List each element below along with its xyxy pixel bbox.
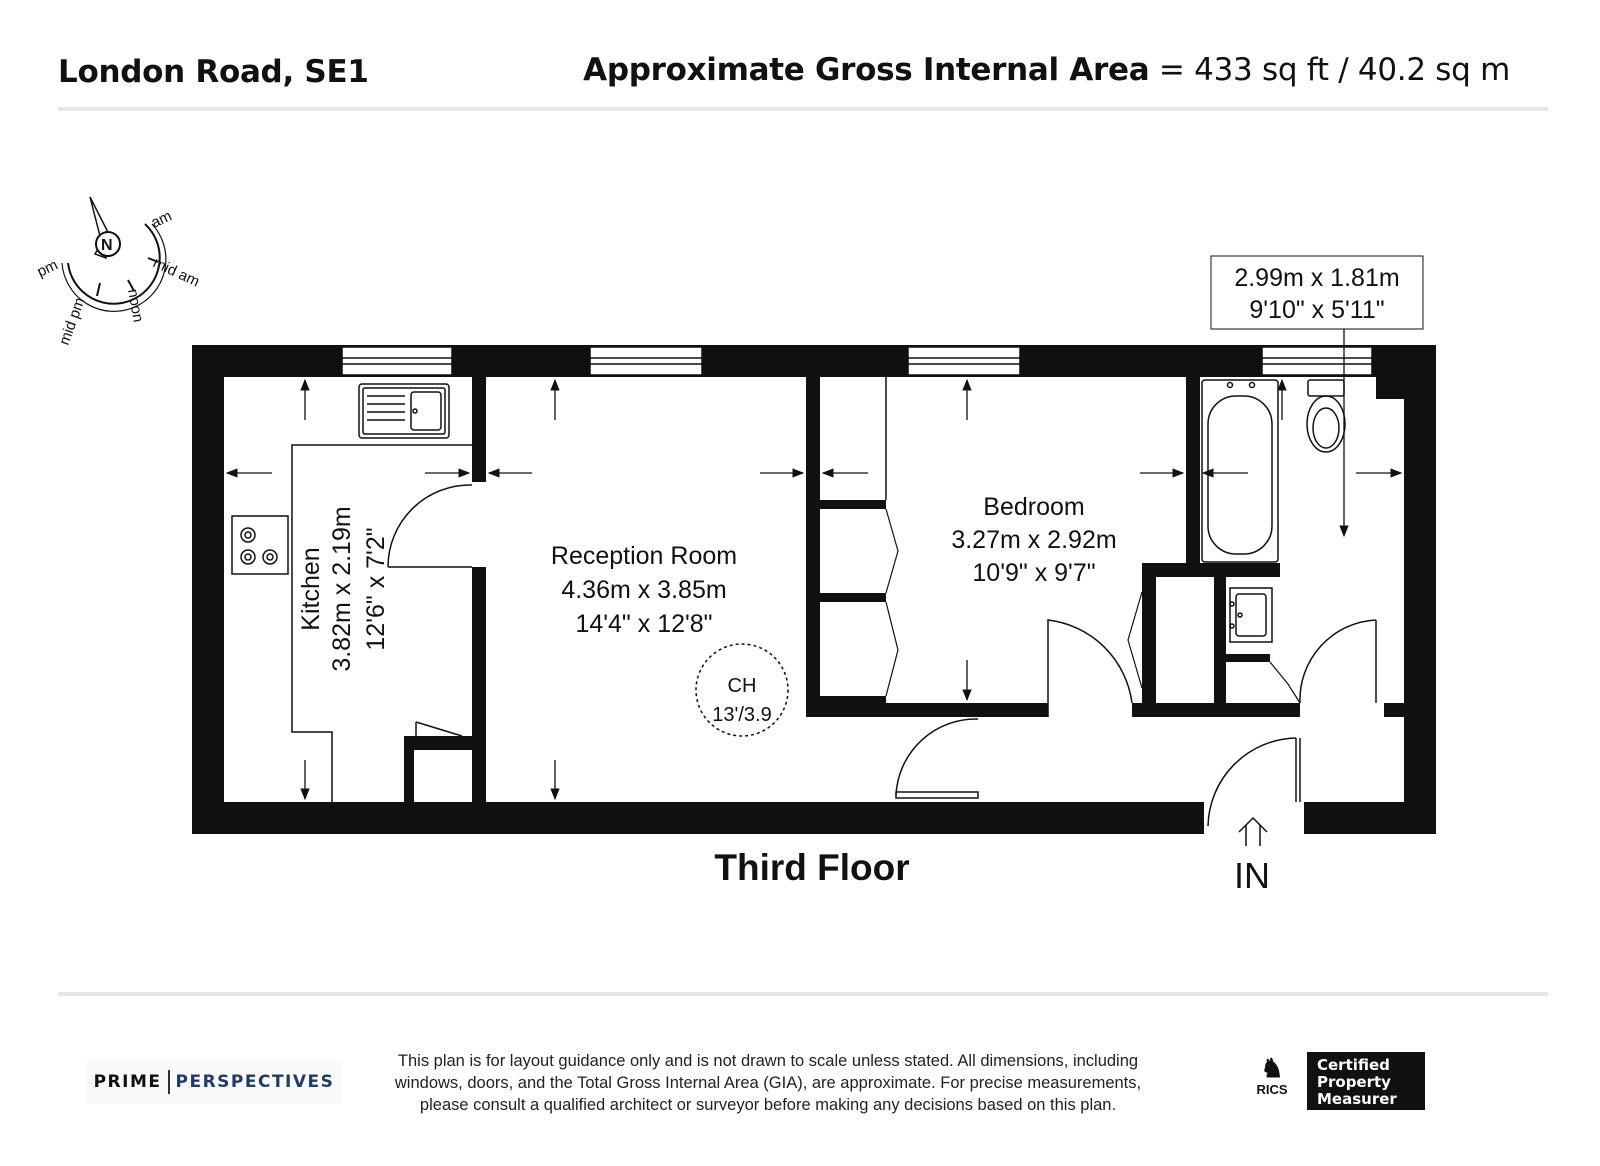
compass-noon: noon — [124, 287, 147, 324]
reception-imperial: 14'4" x 12'8" — [575, 610, 713, 638]
area-label: Approximate Gross Internal Area — [583, 52, 1150, 88]
certified-badge — [1307, 1052, 1425, 1110]
sink-icon — [359, 384, 449, 438]
bedroom-metric: 3.27m x 2.92m — [951, 526, 1117, 554]
disclaimer-line: This plan is for layout guidance only and is not drawn to scale unless stated. All dimensions, including — [397, 1052, 1139, 1070]
compass-north: N — [101, 237, 113, 254]
badge-line: Measurer — [1317, 1090, 1397, 1108]
kitchen-door — [388, 485, 472, 567]
rics-logo — [1249, 1054, 1295, 1097]
ceiling-height-label — [712, 675, 771, 726]
lion-icon: ♞ — [1260, 1053, 1284, 1083]
interior-walls — [404, 377, 1404, 802]
logo-left-text: PRIME — [93, 1072, 162, 1092]
kitchen-metric: 3.82m x 2.19m — [328, 506, 356, 672]
rics-text: RICS — [1256, 1082, 1288, 1097]
toilet-icon — [1307, 380, 1345, 452]
bathroom-metric: 2.99m x 1.81m — [1234, 264, 1400, 292]
disclaimer-line: windows, doors, and the Total Gross Internal Area (GIA), are approximate. For precise measurements, — [394, 1074, 1142, 1092]
entrance-arrow-icon — [1239, 818, 1267, 846]
bath-icon — [1202, 380, 1278, 562]
badge-line: Property — [1317, 1073, 1391, 1091]
compass-mid-pm: mid pm — [55, 295, 89, 348]
area-value: = 433 sq ft / 40.2 sq m — [1158, 52, 1510, 88]
company-logo — [86, 1060, 342, 1104]
kitchen-imperial: 12'6" x 7'2" — [362, 527, 390, 651]
badge-line: Certified — [1317, 1056, 1390, 1074]
bathroom-imperial: 9'10" x 5'11" — [1249, 296, 1385, 324]
reception-name: Reception Room — [550, 542, 738, 570]
hob-icon — [232, 516, 288, 574]
basin-icon — [1230, 588, 1272, 642]
ch-label: CH — [727, 675, 757, 697]
reception-metric: 4.36m x 3.85m — [561, 576, 727, 604]
logo-right-text: PERSPECTIVES — [175, 1072, 335, 1092]
bedroom-imperial: 10'9" x 9'7" — [972, 559, 1096, 587]
reception-label — [551, 542, 737, 638]
compass-icon — [35, 197, 203, 347]
footer-divider — [58, 992, 1548, 996]
compass-am: am — [148, 207, 175, 232]
bathroom-label — [1234, 264, 1399, 324]
compass-mid-am: mid am — [150, 254, 203, 291]
logo-separator — [168, 1070, 170, 1094]
floor-label: Third Floor — [714, 847, 910, 888]
kitchen-label — [297, 506, 390, 671]
entrance-label: IN — [1234, 855, 1270, 896]
disclaimer — [362, 1050, 1174, 1116]
bedroom-name: Bedroom — [983, 493, 1085, 521]
property-address: London Road, SE1 — [58, 54, 369, 90]
bedroom-label — [951, 493, 1116, 587]
compass-pm: pm — [34, 256, 61, 281]
kitchen-name: Kitchen — [297, 547, 325, 631]
ch-value: 13'/3.9 — [712, 704, 772, 726]
disclaimer-line: please consult a qualified architect or surveyor before making any decisions based on this plan. — [419, 1096, 1117, 1114]
